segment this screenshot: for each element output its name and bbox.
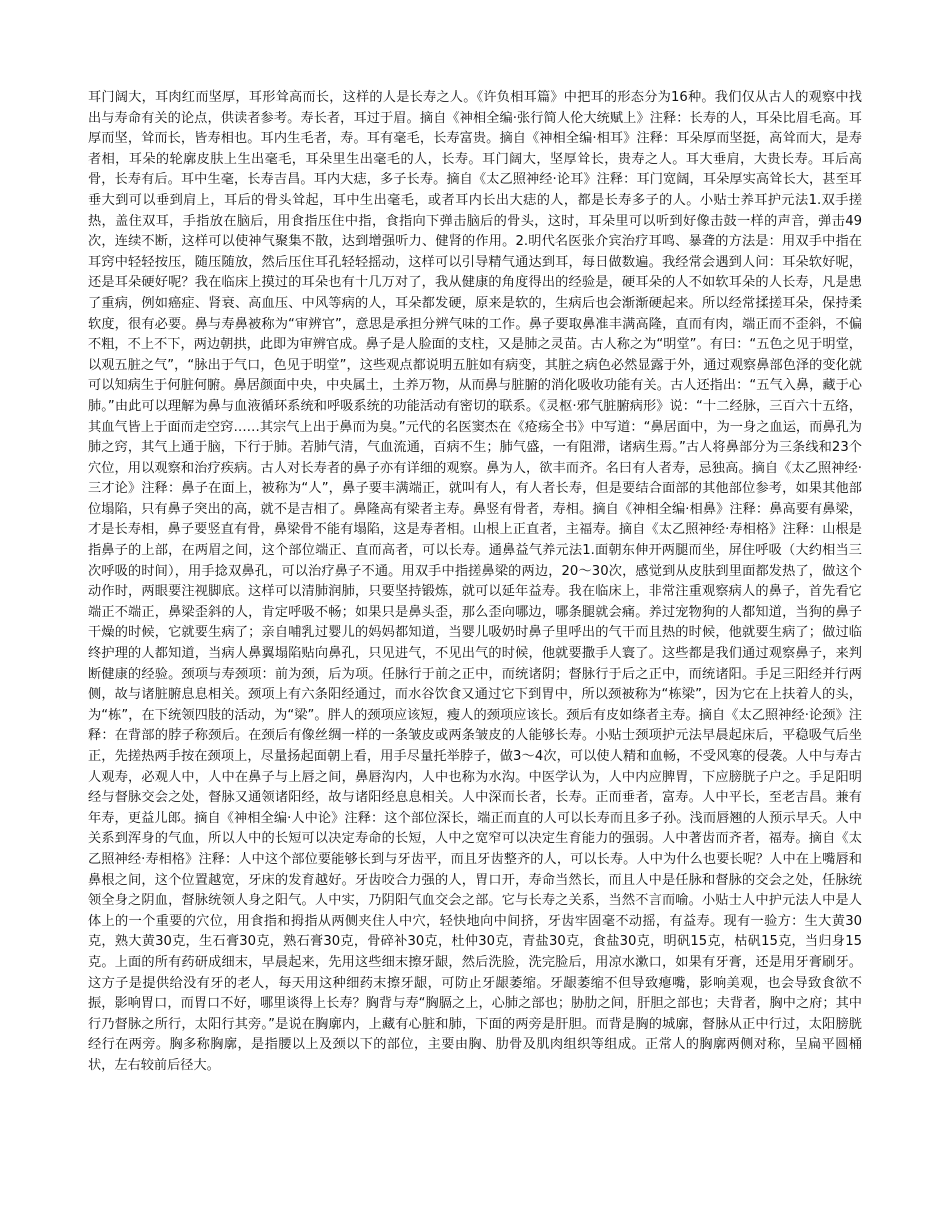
document-page [88,88,862,1077]
body-paragraph: 耳门阔大，耳肉红而坚厚，耳形耸高而长，这样的人是长寿之人。《许负相耳篇》中把耳的形态分为16种。我们仅从古人的观察中找出与寿命有关的论点，供读者参考。寿长者，耳过于眉。摘自《神相全编·张行简人伦大统赋上》注释：长寿的人，耳朵比眉毛高。耳厚而坚，耸而长，皆寿相也。耳内生毛者，寿。耳有毫毛，长寿富贵。摘自《神相全编·相耳》注释：耳朵厚而坚挺，高耸而大，是寿者相，耳朵的轮廓皮肤上生出毫毛，耳朵里生出毫毛的人，长寿。耳门阔大，坚厚耸长，贵寿之人。耳大垂肩，大贵长寿。耳后高骨，长寿有后。耳中生毫，长寿吉昌。耳内大痣，多子长寿。摘自《太乙照神经·论耳》注释：耳门宽阔，耳朵厚实高耸长大，甚至耳垂大到可以垂到肩上，耳后的骨头耸起，耳中生出毫毛，或者耳内长出大痣的人，都是长寿多子的人。小贴士养耳护元法1.双手搓热，盖住双耳，手指放在脑后，用食指压住中指，食指向下弹击脑后的骨头，这时，耳朵里可以听到好像击鼓一样的声音，弹击49次，连续不断，这样可以使神气聚集不散，达到增强听力、健肾的作用。2.明代名医张介宾治疗耳鸣、暴聋的方法是：用双手中指在耳窍中轻轻按压，随压随放，然后压住耳孔轻轻摇动，这样可以引导精气通达到耳，每日做数遍。我经常会遇到人问：耳朵软好呢，还是耳朵硬好呢？我在临床上摸过的耳朵也有十几万对了，我从健康的角度得出的经验是，硬耳朵的人不如软耳朵的人长寿，凡是患了重病，例如癌症、肾衰、高血压、中风等病的人，耳朵都发硬，原来是软的，生病后也会渐渐硬起来。所以经常揉搓耳朵，保持柔软度，很有必要。鼻与寿鼻被称为“审辨官”，意思是承担分辨气味的工作。鼻子要取鼻准丰满高隆，直而有肉，端正而不歪斜，不偏不粗，不上不下，两边朝拱，此即为审辨官成。鼻子是人脸面的支柱，又是肺之灵苗。古人称之为“明堂”。有曰：“五色之见于明堂，以观五脏之气”，“脉出于气口，色见于明堂”，这些观点都说明五脏如有病变，其脏之病色必然显露于外，通过观察鼻部色泽的变化就可以知病生于何脏何腑。鼻居颜面中央，中央属土，土养万物，从而鼻与脏腑的消化吸收功能有关。古人还指出：“五气入鼻，藏于心肺。”由此可以理解为鼻与血液循环系统和呼吸系统的功能活动有密切的联系。《灵枢·邪气脏腑病形》说：“十二经脉，三百六十五络，其血气皆上于面而走空窍……其宗气上出于鼻而为臭。”元代的名医窦杰在《疮疡全书》中写道：“鼻居面中，为一身之血运，而鼻孔为肺之窍，其气上通于脑，下行于肺。若肺气清，气血流通，百病不生；肺气盛，一有阻滞，诸病生焉。”古人将鼻部分为三条线和23个穴位，用以观察和治疗疾病。古人对长寿者的鼻子亦有详细的观察。鼻为人，欲丰而齐。名曰有人者寿，忌独高。摘自《太乙照神经·三才论》注释：鼻子在面上，被称为“人”，鼻子要丰满端正，就叫有人，有人者长寿，但是要结合面部的其他部位参考，如果其他部位塌陷，只有鼻子突出的高，就不是吉相了。鼻隆高有梁者主寿。鼻竖有骨者，寿相。摘自《神相全编·相鼻》注释：鼻高要有鼻梁，才是长寿相，鼻子要竖直有骨，鼻梁骨不能有塌陷，这是寿者相。山根上正直者，主福寿。摘自《太乙照神经·寿相格》注释：山根是指鼻子的上部，在两眉之间，这个部位端正、直而高者，可以长寿。通鼻益气养元法1.面朝东伸开两腿而坐，屏住呼吸（大约相当三次呼吸的时间），用手捻双鼻孔，可以治疗鼻子不通。用双手中指搓鼻梁的两边，20～30次，感觉到从皮肤到里面都发热了，做这个动作时，两眼要注视脚底。这样可以清肺润肺，只要坚持锻炼，就可以延年益寿。我在临床上，非常注重观察病人的鼻子，首先看它端正不端正，鼻梁歪斜的人，肯定呼吸不畅；如果只是鼻头歪，那么歪向哪边，哪条腿就会痛。养过宠物狗的人都知道，当狗的鼻子干燥的时候，它就要生病了；亲自哺乳过婴儿的妈妈都知道，当婴儿吸奶时鼻子里呼出的气干而且热的时候，他就要生病了；做过临终护理的人都知道，当病人鼻翼塌陷贴向鼻孔，只见进气，不见出气的时候，他就要撒手人寰了。这些都是我们通过观察鼻子，来判断健康的经验。颈项与寿颈项：前为颈，后为项。任脉行于前之正中，而统诸阴；督脉行于后之正中，而统诸阳。手足三阳经并行两侧，故与诸脏腑息息相关。颈项上有六条阳经通过，而水谷饮食又通过它下到胃中，所以颈被称为“栋梁”，因为它在上扶着人的头，为“栋”，在下统领四肢的活动，为“梁”。胖人的颈项应该短，瘦人的颈项应该长。颈后有皮如绦者主寿。摘自《太乙照神经·论颈》注释：在背部的脖子称颈后。在颈后有像丝绸一样的一条皱皮或两条皱皮的人能够长寿。小贴士颈项护元法早晨起床后，平稳吸气后坐正，先搓热两手按在颈项上，尽量扬起面朝上看，用手尽量托举脖子，做3～4次，可以使人精和血畅，不受风寒的侵袭。人中与寿古人观寿，必观人中，人中在鼻子与上唇之间，鼻唇沟内，人中也称为水沟。中医学认为，人中内应脾胃，下应膀胱子户之。手足阳明经与督脉交会之处，督脉又通领诸阳经，故与诸阳经息息相关。人中深而长者，长寿。正而垂者，富寿。人中平长，至老吉昌。兼有年寿，更益儿郎。摘自《神相全编·人中论》注释：这个部位深长，端正而直的人可以长寿而且多子孙。浅而唇翘的人预示早夭。人中关系到浑身的气血，所以人中的长短可以决定寿命的长短，人中之宽窄可以决定生育能力的强弱。人中著齿而齐者，福寿。摘自《太乙照神经·寿相格》注释：人中这个部位要能够长到与牙齿平，而且牙齿整齐的人，可以长寿。人中为什么也要长呢？人中在上嘴唇和鼻根之间，这个位置越宽，牙床的发育越好。牙齿咬合力强的人，胃口开，寿命当然长，而且人中是任脉和督脉的交会之处，任脉统领全身之阴血，督脉统领人身之阳气。人中实，乃阴阳气血交会之部。它与长寿之关系，当然不言而喻。小贴士人中护元法人中是人体上的一个重要的穴位，用食指和拇指从两侧夹住人中穴，轻快地向中间挤，牙齿牢固毫不动摇，有益寿。现有一验方：生大黄30克，熟大黄30克，生石膏30克，熟石膏30克，骨碎补30克，杜仲30克，青盐30克，食盐30克，明矾15克，枯矾15克，当归身15克。上面的所有药研成细末，早晨起来，先用这些细末擦牙龈，然后洗脸，洗完脸后，用凉水漱口，如果有牙膏，还是用牙膏刷牙。这方子是提供给没有牙的老人，每天用这种细药末擦牙龈，可防止牙龈萎缩。牙龈萎缩不但导致瘪嘴，影响美观，也会导致食欲不振，影响胃口，而胃口不好，哪里谈得上长寿？胸背与寿“胸膈之上，心肺之部也；胁肋之间，肝胆之部也；夫背者，胸中之府；其中行乃督脉之所行，太阳行其旁。”是说在胸廓内，上藏有心脏和肺，下面的两旁是肝胆。而背是胸的城廓，督脉从正中行过，太阳膀胱经行在两旁。胸多称胸廓，是指腰以上及颈以下的部位，主要由胸、肋骨及肌肉组织等组成。正常人的胸廓两侧对称，呈扁平圆桶状，左右较前后径大。 [88,90,862,1073]
